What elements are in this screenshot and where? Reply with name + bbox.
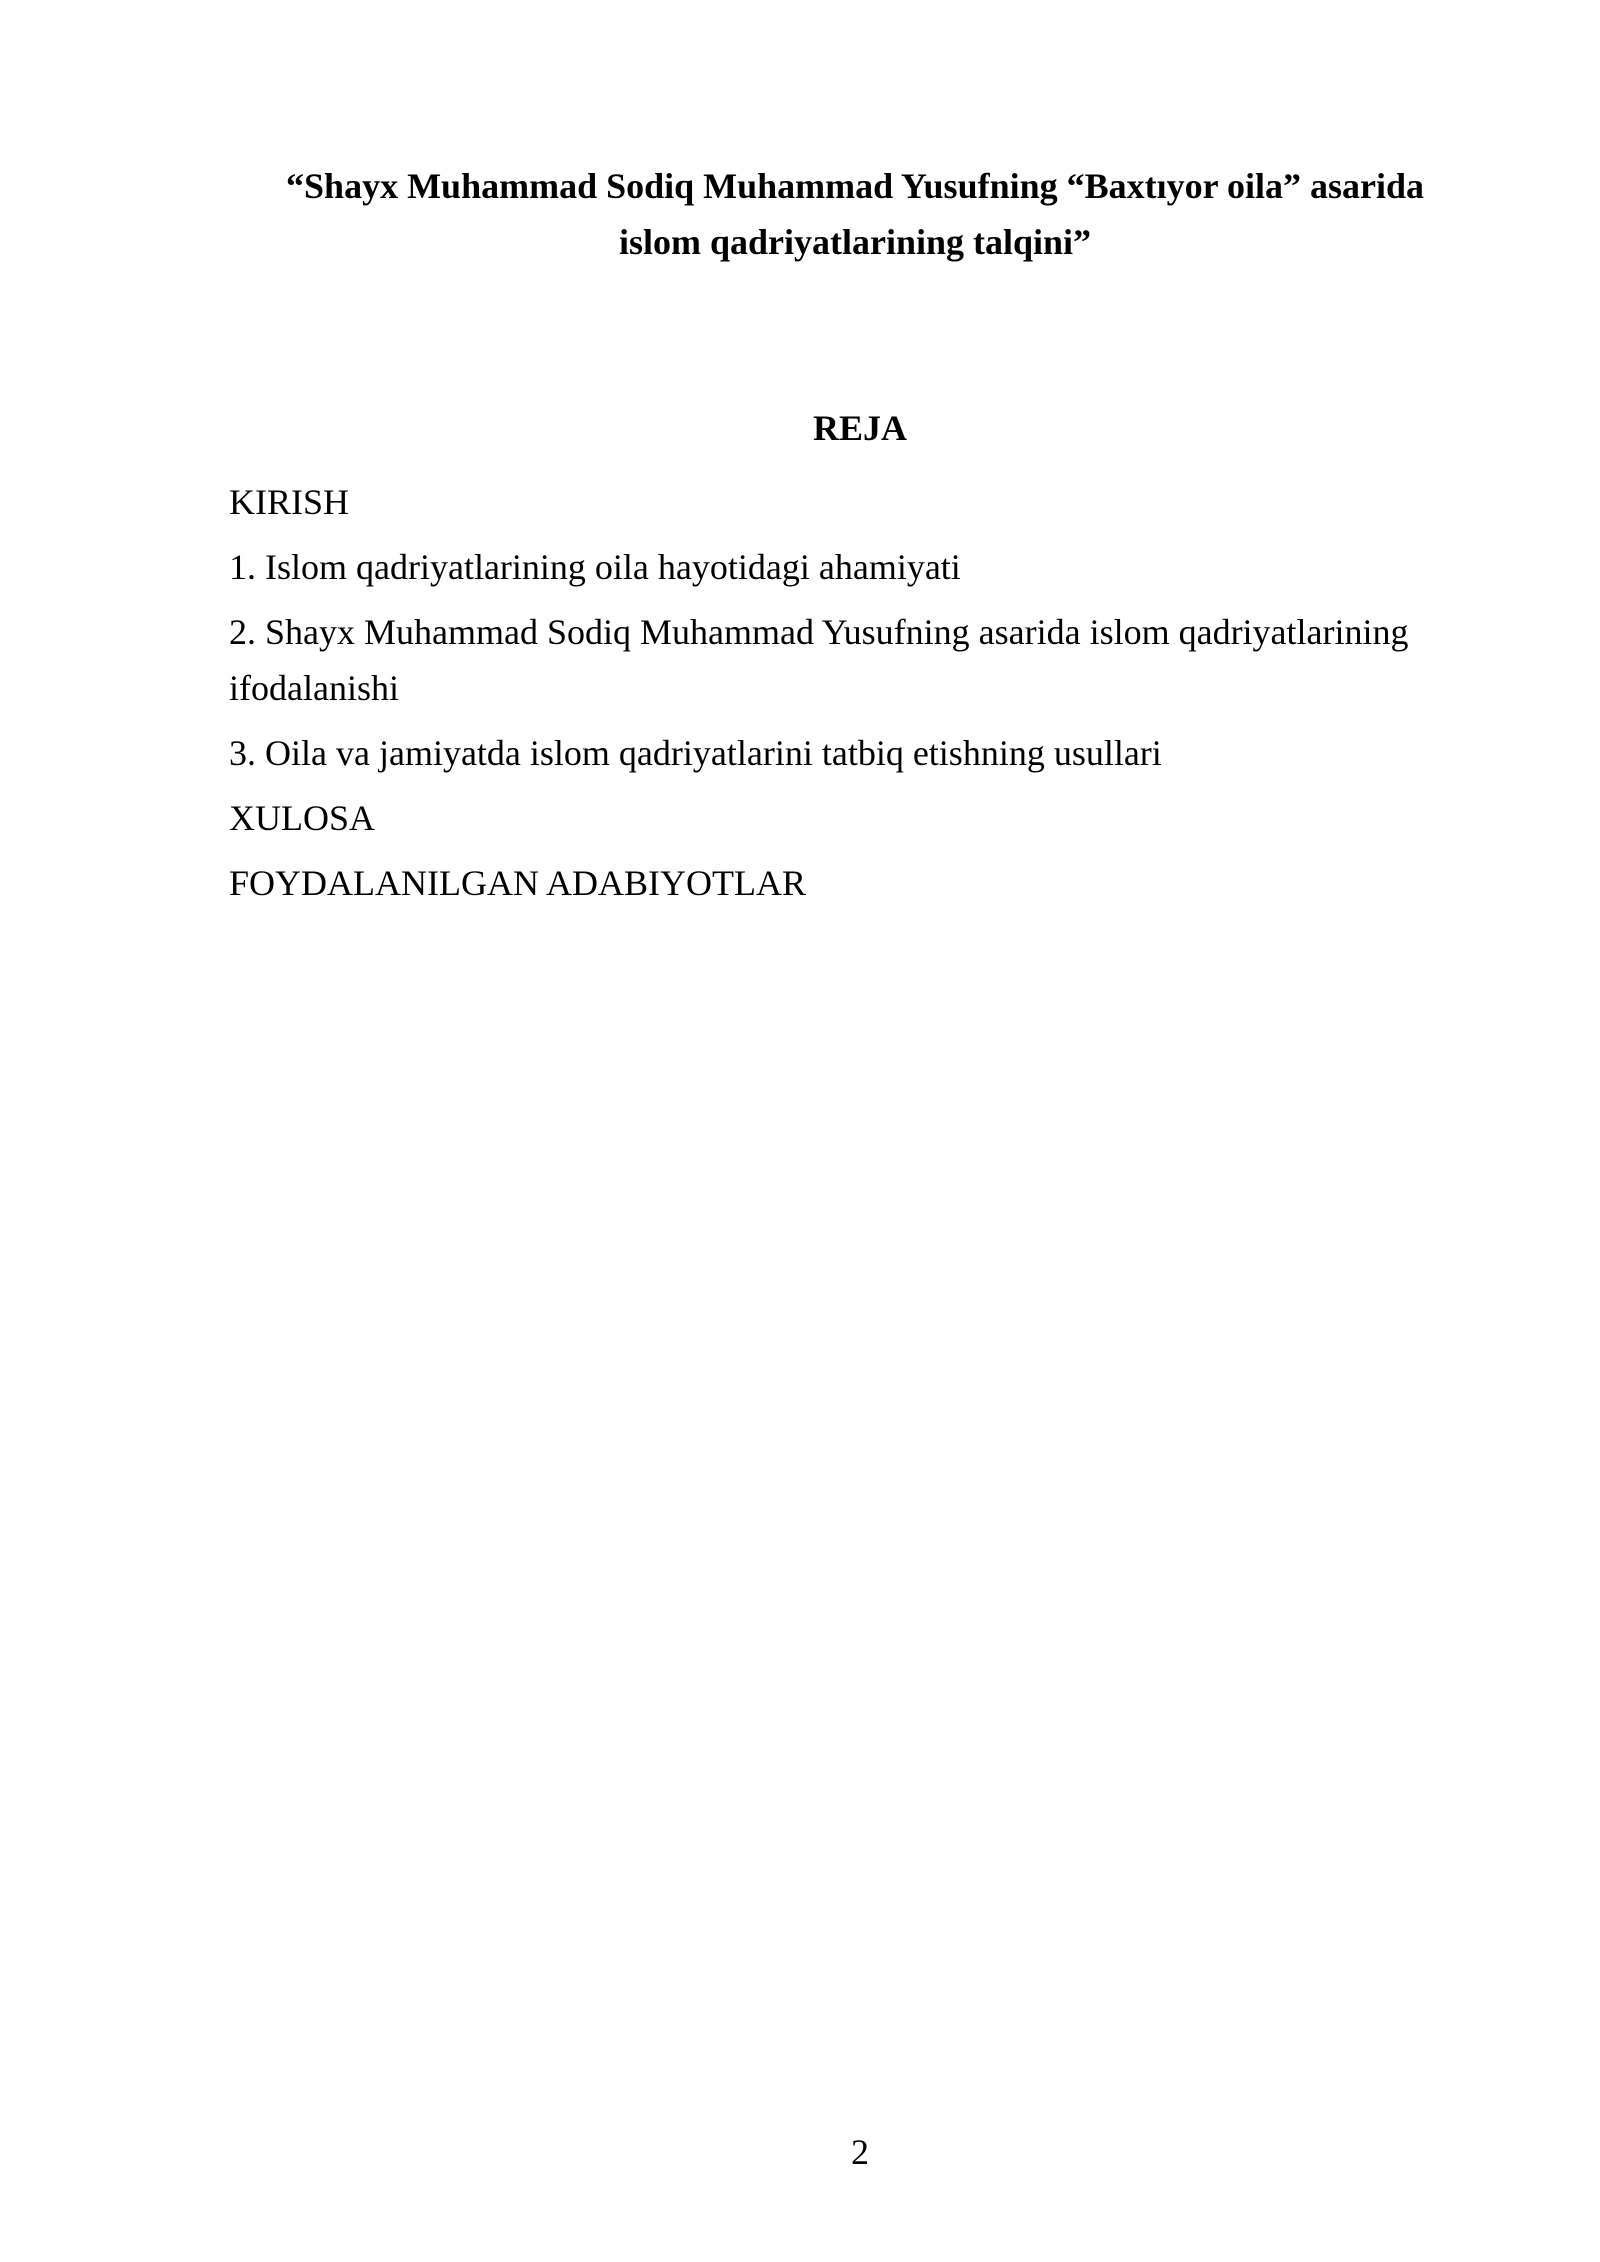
document-title-line-1: “Shayx Muhammad Sodiq Muhammad Yusufning “Baxtıyor oila” asarida: [286, 166, 1424, 206]
plan-item-1: 1. Islom qadriyatlarining oila hayotidagi ahamiyati: [229, 547, 961, 587]
page-number: 2: [851, 2132, 869, 2172]
document-title: [230, 158, 1480, 270]
plan-item-conclusion: XULOSA: [229, 798, 376, 838]
document-title-line-2: islom qadriyatlarining talqini”: [618, 222, 1092, 262]
plan-item-3: 3. Oila va jamiyatda islom qadriyatlarini tatbiq etishning usullari: [229, 733, 1162, 773]
plan-list: [229, 474, 1489, 920]
plan-item-2: 2. Shayx Muhammad Sodiq Muhammad Yusufning asarida islom qadriyatlarining ifodalanishi: [229, 612, 1409, 708]
plan-item-references: FOYDALANILGAN ADABIYOTLAR: [229, 863, 806, 903]
plan-heading-text: REJA: [812, 408, 907, 448]
plan-item-introduction: KIRISH: [229, 482, 350, 522]
plan-heading: [0, 404, 1600, 452]
